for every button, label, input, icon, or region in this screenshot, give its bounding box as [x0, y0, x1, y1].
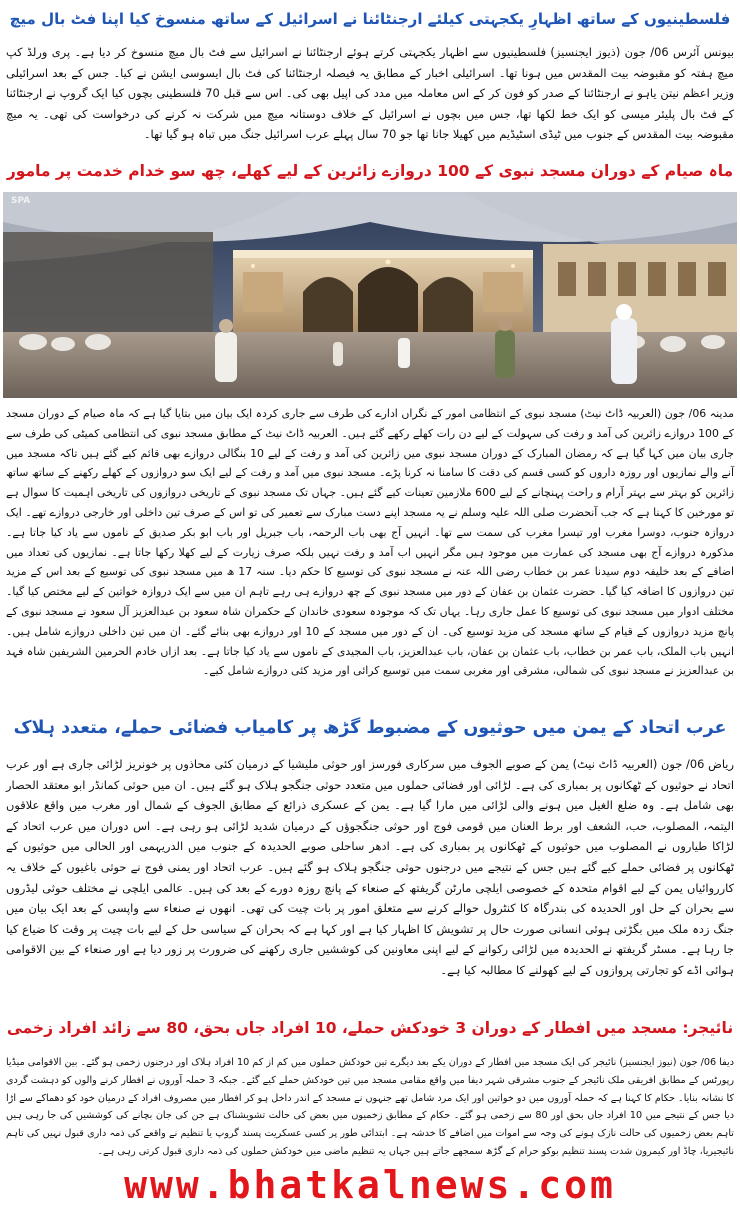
- article-4-headline: نائیجر: مسجد میں افطار کے دوران 3 خودکش حملے، 10 افراد جاں بحق، 80 سے زائد افراد زخمی: [6, 1019, 734, 1037]
- article-3-headline: عرب اتحاد کے یمن میں حوثیوں کے مضبوط گڑھ پر کامیاب فضائی حملے، متعدد ہلاک: [13, 718, 727, 738]
- mosque-illustration: [3, 192, 737, 398]
- article-1-headline: فلسطینیوں کے ساتھ اظہارِ یکجہتی کیلئے ارجنٹائنا نے اسرائیل کے ساتھ منسوخ کیا اپنا فٹ بال میچ: [9, 10, 731, 28]
- article-2-headline: ماہ صیام کے دوران مسجد نبوی کے 100 دروازے زائرین کے لیے کھلے، چھ سو خدام خدمت پر مامور: [6, 162, 734, 180]
- footer-website-url: www.bhatkalnews.com: [124, 1163, 616, 1207]
- article-3-body: ریاض 06/ جون (العربیہ ڈاٹ نیٹ) یمن کے صوبے الجوف میں سرکاری فورسز اور حوثی ملیشیا کے درمیان کئی محاذوں پر خونریز لڑائی جاری ہے اور عرب اتحاد نے حوثیوں کے ٹھکانوں پر بمباری کی ہے۔ لڑائی اور فضائی حملوں میں متعدد حوثی جنگجو ہلاک ہو گئے ہیں۔ ان میں حوثی کمانڈر ابو معتقد الحصار بھی شامل ہے۔ وہ ضلع الغیل میں ہونے والی لڑائی میں مارا گیا ہے۔ یمن کے عسکری ذرائع کے مطابق الجوف کے شمال اور مغرب میں واقع علاقوں الیتمہ، المصلوب، حب، الشعف اور برط العنان میں قومی فوج اور حوثی جنگجوؤں کے درمیان شدید لڑائی ہو رہی ہے۔ اس دوران میں عرب اتحاد کے لڑاکا طیاروں نے المصلوب میں حوثیوں کے ٹھکانوں پر بمباری کی ہے۔ ادھر ساحلی صوبے الحدیدہ کے جنوب میں الدریہمی اور الحالی میں حوثیوں کے ٹھکانوں پر فضائی حملے کیے گئے ہیں جس کے نتیجے میں درجنوں حوثی جنگجو ہلاک ہو گئے ہیں۔ عرب اتحاد اور یمنی فوج نے حوثی باغیوں کے خلاف یہ کارروائیاں یمن کے لیے اقوام متحدہ کے خصوصی ایلچی مارٹن گریفتھ کے صنعاء کے پانچ روزہ دورے کے بعد کی ہیں۔ عالمی ایلچی نے مختلف حوثی لیڈروں سے بحران کے حل اور الحدیدہ کی بندرگاہ کا کنٹرول حوالے کرنے سے متعلق امور پر بات چیت کی تھی۔ انھوں نے صنعاء سے واپسی کے بعد ایک بیان میں جنگ زدہ ملک میں بگڑتی ہوئی انسانی صورت حال پر تشویش کا اظہار کیا ہے اور کہا ہے کہ بحران کے سیاسی حل کے لیے بات چیت پر وقت کا ضیاع کیا جا رہا ہے۔ مسٹر گریفتھ نے الحدیدہ میں لڑائی رکوانے کے لیے اپنی معاونین کی کوششیں جاری رکھنے کی ضرورت پر زور دیا ہے اور صنعاء کے بین الاقوامی ہوائی اڈے کو تجارتی پروازوں کے لیے کھولنے کا مطالبہ کیا ہے۔: [6, 757, 734, 977]
- article-1-body: بیونس آئرس 06/ جون (ذیوز ایجنسیز) فلسطینیوں سے اظہار یکجہتی کرتے ہوئے ارجنٹائنا نے اسرائیل سے فٹ بال میچ منسوخ کر دیا ہے۔ پری ورلڈ کپ میچ ہفتہ کو مقبوضہ بیت المقدس میں ہونا تھا۔ اسرائیلی اخبار کے مطابق یہ فیصلہ ارجنٹائنا کی فٹ بال ایسوسی ایشن نے کیا۔ جس کے بعد اسرائیلی وزیر اعظم نیتن یاہو نے ارجنٹائنا کے صدر کو فون کر کے اس معاملہ میں مدد کی اپیل بھی کی۔ اس سے قبل 70 فلسطینی بچوں کیا ایک گروپ نے ارجنٹائنا کے فٹ بال پلیئر میسی کو ایک خط لکھا تھا، جس میں بچوں نے اسرائیل کے خلاف دوستانہ میچ میں شرکت نہ کرنے کی درخواست کی تھی۔ یہ میچ مقبوضہ بیت المقدس کے جنوب میں ٹیڈی اسٹیڈیم میں کھیلا جانا تھا جو 70 سال پہلے عرب اسرائیل جنگ میں تباہ ہو گیا تھا۔: [6, 45, 735, 142]
- photo-credit-watermark: SPA: [11, 196, 31, 206]
- article-4-body: دیفا 06/ جون (نیوز ایجنسیز) نائیجر کی ایک مسجد میں افطار کے دوران یکے بعد دیگرے تین خودکش حملوں میں کم از کم 10 افراد ہلاک اور درجنوں زخمی ہو گئے۔ بین الاقوامی میڈیا رپورٹس کے مطابق افریقی ملک نائیجر کے جنوب مشرقی شہر دیفا میں واقع مقامی مسجد میں تین خودکش حملے کیے گئے۔ جبکہ 3 حملہ آوروں نے افطار کرنے والوں کو دہشت گردی کا نشانہ بنایا۔ حکام کا کہنا ہے کہ حملہ آوروں میں دو خواتین اور ایک مرد شامل تھے جنہوں نے مسجد کے اندر داخل ہو کر افطار میں مصروف افراد کے درمیان خود کو دھماکے سے اڑا دیا جس کے نتیجے میں 10 افراد جاں بحق اور 80 سے زخمی ہو گئے۔ حکام کے مطابق زخمیوں میں بعض کی حالت تشویشناک ہے جن کی جان بچانے کی کوششیں کی جا رہی ہیں تاہم بعض زخمیوں کی حالت نازک ہونے کی وجہ سے اموات میں اضافے کا خدشہ ہے۔ ابتدائی طور پر کسی عسکریت پسند گروپ یا تنظیم نے واقعے کی ذمہ داری قبول نہیں کی تاہم نائیجیریا، چاڈ اور کیمرون شدت پسند تنظیم بوکو حرام کے گڑھ سمجھے جاتے ہیں جہاں یہ تنظیم ماضی میں خودکش حملوں کی ذمہ داری قبول کرتی رہی ہے۔: [6, 1057, 734, 1157]
- masjid-nabawi-photo: [3, 192, 737, 398]
- article-2-body: مدینہ 06/ جون (العربیہ ڈاٹ نیٹ) مسجد نبوی کے انتظامی امور کے نگراں ادارے کی طرف سے جاری کردہ ایک بیان میں بتایا گیا ہے کہ ماہ صیام کے دوران مسجد کے 100 دروازے زائرین کی آمد و رفت کی سہولت کے لیے دن رات کھلے رکھے گئے ہیں۔ العربیہ ڈاٹ نیٹ کے مطابق مسجد نبوی کی انتظامی کمیٹی کی طرف سے جاری بیان میں کہا گیا ہے کہ رمضان المبارک کے دوران مسجد نبوی میں زائرین کی آمد و رفت کے لیے 10 بنگالی دروازے بھی قائم کیے گئے ہیں تاکہ مسجد میں آنے والے نمازیوں اور روزہ داروں کو کسی قسم کی دقت کا سامنا نہ کرنا پڑے۔ مسجد نبوی میں آمد و رفت کے لیے ایک سو دروازوں کے کھلے رکھنے کے ساتھ ساتھ زائرین کو بہتر سے بہتر آرام و راحت پہنچانے کے لیے 600 ملازمین تعینات کیے گئے ہیں۔ جہاں تک مسجد نبوی کے تاریخی دروازوں کی تاریخی اہمیت کا سوال ہے تو مورخین کا کہنا ہے کہ جب آنحضرت صلی اللہ علیہ وسلم نے یہ مسجد اپنے دست مبارک سے تعمیر کی تو اس کے صرف تین داخلی اور خارجی دروازے تھے۔ ایک دروازہ جنوب، دوسرا مغرب اور تیسرا مغرب کی سمت سے تھا۔ انہیں آج بھی باب الرحمہ، باب جبریل اور باب ابو بکر صدیق کے ناموں سے یاد کیا جاتا ہے۔ مذکورہ دروازے آج بھی مسجد کی عمارت میں موجود ہیں مگر انہیں اب آمد و رفت نہیں بلکہ صرف زیارت کے لیے کھلا رکھا جاتا ہے۔ نمازیوں کی تعداد میں اضافے کے بعد خلیفہ دوم سیدنا عمر بن خطاب رضی اللہ عنہ نے مسجد نبوی کی توسیع کا حکم دیا۔ سنہ 17 ھ میں مسجد نبوی کی توسیع کے بعد اس کے مزید تین دروازوں کا اضافہ کیا گیا۔ حضرت عثمان بن عفان کے دور میں مسجد نبوی کے چھ دروازے ہی رہے تاہم ان میں سے ایک دروازہ خواتین کے لیے مختص کیا گیا۔ مختلف ادوار میں مسجد نبوی کی توسیع کا عمل جاری رہا۔ یہاں تک کہ موجودہ سعودی خاندان کے حکمران شاہ سعود بن عبدالعزیز آل سعود نے مسجد نبوی کے پانچ مزید دروازوں کے قیام کے ساتھ مسجد کی مزید توسیع کی۔ ان کے دور میں مسجد کے 10 اور دروازے بھی بنائے گئے۔ ان میں تین داخلی دروازے شامل ہیں۔ انہیں باب الملک، باب عمر بن خطاب، باب عثمان بن عفان، باب عبدالعزیز، باب المجیدی کے ناموں سے یاد کیا جاتا ہے۔ بعد ازاں خادم الحرمین الشریفین شاہ فہد بن عبدالعزیز نے مسجد نبوی کی شمالی، مشرقی اور مغربی سمت میں توسیع کرائی اور مزید کئی دروازے شامل کیے۔: [6, 407, 735, 678]
